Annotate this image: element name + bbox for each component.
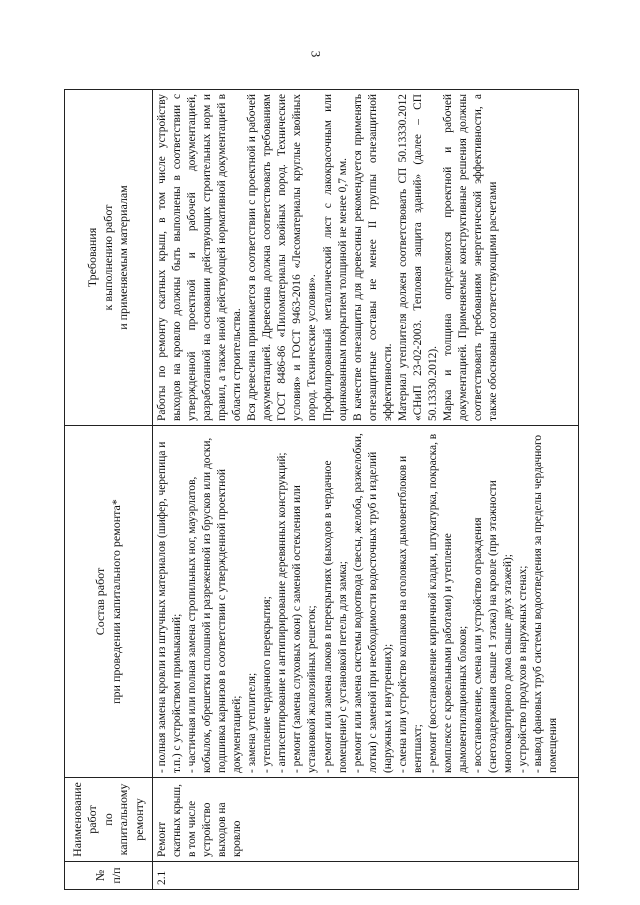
header-req — [65, 90, 153, 426]
header-name-line: по капитальному — [100, 783, 131, 856]
work-item: - устройство продухов в наружных стенах; — [517, 565, 530, 773]
page-number: 3 — [308, 50, 324, 58]
work-item: - вывод фановых труб системы водоотведения за пределы чердачного помещения — [532, 434, 560, 773]
work-item: - восстановление, смена или устройство ограждения (снегозадержания свыше 1 этажа) на кровле (при этажности многоквартирного дома свыше двух этажей); — [471, 480, 515, 773]
requirement-paragraph: Работы по ремонту скатных крыш, в том числе устройству выходов на кровлю должны быть выполнены в соответствии с утвержденной проектной и рабочей документацией, разработанной на основании действующих строительных норм и правил, а также иной действующей нормативной документацией в области строительства. — [156, 94, 244, 421]
header-req-line: Требования — [85, 227, 100, 288]
work-item: - ремонт (восстановление кирпичной кладки, штукатурка, покраска, в комплексе с кровельными работами) и утепление дымовентиляционных блоков; — [426, 433, 469, 773]
header-num-line: п/п — [108, 867, 123, 884]
header-num — [65, 862, 153, 890]
requirement-paragraph: Вся древесина принимается в соответствии с проектной и рабочей документацией. Древесина должна соответствовать требованиям ГОСТ 8486-86 «Пиломатериалы хвойных пород. Технические условия» и ГОСТ 9463-2016 «Лесоматериалы круглые хвойных пород. Технические условия». — [246, 94, 319, 421]
work-item: - антисептирование и антипирирование деревянных конструкций; — [276, 452, 289, 773]
work-item: - ремонт или замена люков в перекрытиях (выходов в чердачное помещение) с установкой петель для замка; — [321, 460, 349, 773]
header-work-line: при проведении капитального ремонта* — [108, 499, 123, 704]
work-item: - смена или устройство колпаков на оголовках дымовентблоков и вентшахт; — [396, 455, 424, 773]
header-work — [65, 426, 153, 778]
work-item: - полная замена кровли из штучных материалов (шифер, черепица и т.п.) с устройством примыканий; — [156, 441, 184, 773]
row-requirements — [153, 90, 579, 426]
landscape-sheet — [64, 90, 579, 890]
header-name-line: ремонту — [131, 798, 146, 841]
work-item: - утепление чердачного перекрытия; — [261, 596, 274, 773]
requirement-paragraph: Марка и толщина определяются проектной и рабочей документацией. Применяемые конструктивные решения должны соответствовать требованиям энергетической эффективности, а также обоснованы соответствующими расчетами — [441, 94, 500, 421]
work-item: - частичная или полная замена стропильных ног, мауэрлатов, кобылок, обрешетки сплошной и разреженной из брусков или доски, подшивка карнизов в соответствии с утвержденной проектной документацией; — [186, 437, 244, 773]
table-row — [153, 90, 579, 890]
row-number: 2.1 — [153, 862, 579, 890]
table-header-row — [65, 90, 153, 890]
header-name-line: работ — [85, 805, 100, 834]
requirement-paragraph: Материал утеплителя должен соответствовать СП 50.13330.2012 «СНиП 23-02-2003. Тепловая защита зданий» (далее – СП 50.13330.2012). — [396, 94, 439, 421]
header-req-line: к выполнению работ — [100, 204, 115, 311]
row-work-composition — [153, 426, 579, 778]
row-work-name: Ремонт скатных крыш, в том числе устройство выходов на кровлю — [153, 778, 579, 862]
requirement-paragraph: Профилированный металлический лист с лакокрасочным или оцинкованным покрытием толщиной не менее 0,7 мм. — [321, 94, 349, 421]
header-name-line: Наименование — [69, 782, 84, 857]
header-name — [65, 778, 153, 862]
repair-works-table — [64, 89, 579, 890]
work-item: - замена утеплителя; — [246, 672, 259, 773]
work-item: - ремонт или замена системы водоотвода (свесы, желоба, разжелобки, лотки) с заменой при необходимости водосточных труб и изделий (наружных и внутренних); — [351, 433, 394, 773]
header-req-line: и применяемым материалам — [116, 185, 131, 330]
header-work-line: Состав работ — [92, 567, 107, 636]
requirement-paragraph: В качестве огнезащиты для древесины рекомендуется применять огнезащитные составы не менее II группы огнезащитной эффективности. — [351, 94, 394, 421]
header-num-line: № — [92, 869, 107, 882]
work-item: - ремонт (замена слуховых окон) с заменой остекления или установкой жалюзийных решеток; — [291, 485, 319, 773]
